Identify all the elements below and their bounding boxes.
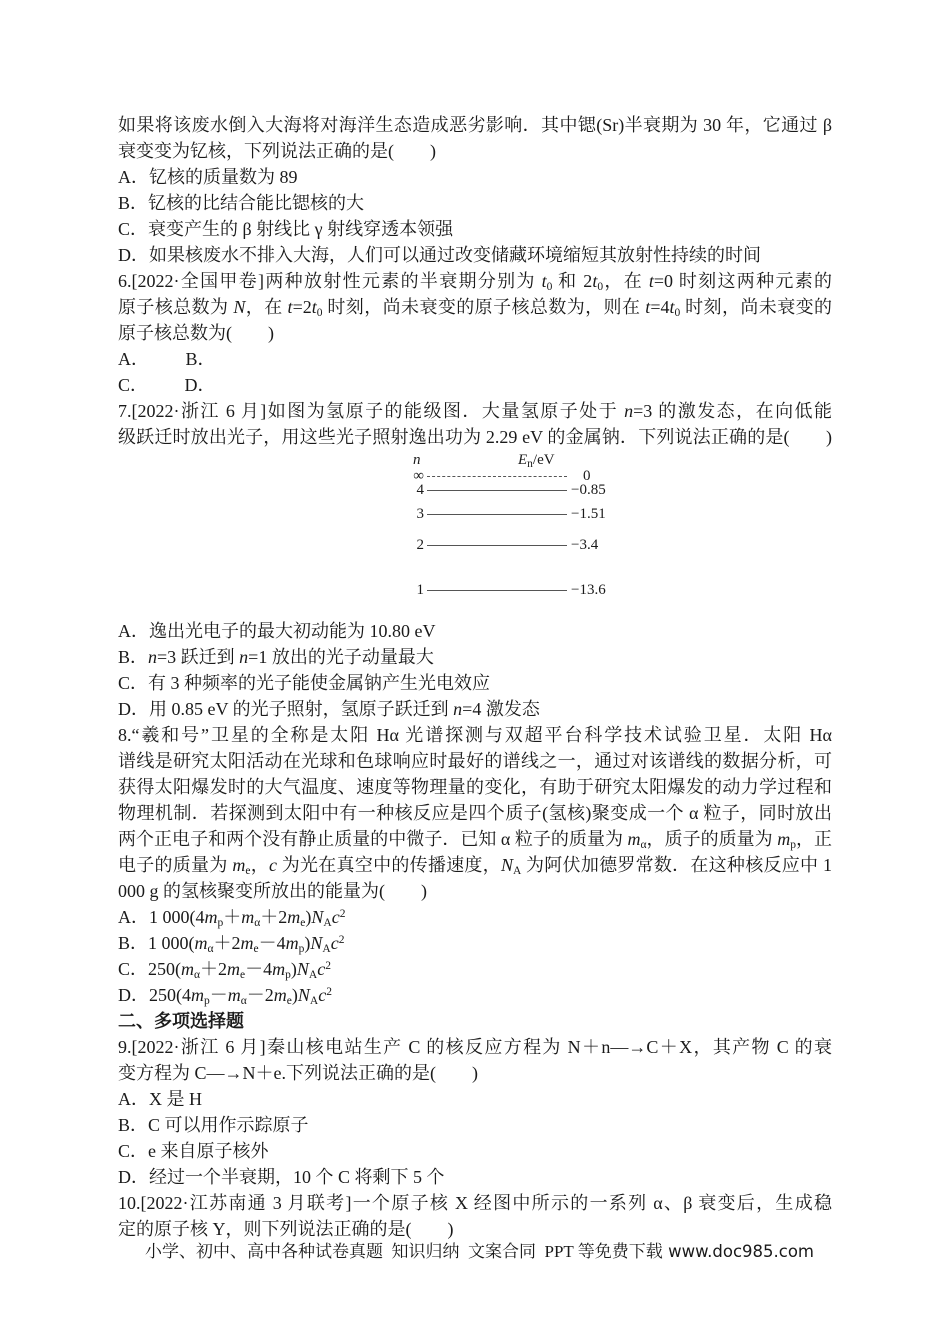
page-content xyxy=(118,112,832,1242)
q7-option-c: C．有 3 种频率的光子能使金属钠产生光电效应 xyxy=(118,673,491,693)
footer-services-text: 小学、初中、高中各种试卷真题 知识归纳 文案合同 PPT 等免费下载 xyxy=(145,1242,663,1261)
energy-level-2 xyxy=(406,537,626,553)
diagram-energy-axis-label: $E_n/eV$ xyxy=(518,452,555,470)
q8-stem-line-7: 000 g 的氢核聚变所放出的能量为( ) xyxy=(118,881,427,901)
q6-stem-line-2: 原子核总数为 N，在 $t=2t_0$ 时刻，尚未衰变的原子核总数为，则在 $t=4t_0$ 时刻，尚未衰变的 xyxy=(118,297,833,319)
q9-option-d: D．经过一个半衰期，10 个 C 将剩下 5 个 xyxy=(118,1167,445,1187)
q7-option-b: B．n=3 跃迁到 n=1 放出的光子动量最大 xyxy=(118,647,434,667)
q6-options-row-cd xyxy=(118,372,832,398)
q8-option-c: C．$250(m_\alpha+2m_e-4m_p)N_Ac^2$ xyxy=(118,959,331,981)
q5-stem-line-2: 衰变变为钇核，下列说法正确的是( ) xyxy=(118,141,436,161)
energy-level-4 xyxy=(406,482,626,498)
q5-option-b: B．钇核的比结合能比锶核的大 xyxy=(118,193,365,213)
level-line xyxy=(427,545,567,546)
footer-website-link[interactable]: www.doc985.com xyxy=(668,1242,814,1261)
q6-option-b-label: B． xyxy=(185,349,216,369)
q8-stem-line-1: 8.“羲和号”卫星的全称是太阳 Hα 光谱探测与双超平台科学技术试验卫星．太阳 Hα xyxy=(118,725,832,745)
level-line xyxy=(427,514,567,515)
energy-level-diagram xyxy=(406,450,626,618)
q7-stem-line-2: 级跃迁时放出光子，用这些光子照射逸出功为 2.29 eV 的金属钠．下列说法正确的是( ) xyxy=(118,427,832,447)
level-energy-label: −3.4 xyxy=(571,537,599,553)
q8-stem-line-3: 获得太阳爆发时的大气温度、速度等物理量的变化，有助于研究太阳爆发的动力学过程和 xyxy=(118,777,832,797)
q10-stem-line-1: 10.[2022·江苏南通 3 月联考]一个原子核 X 经图中所示的一系列 α、β 衰变后，生成稳 xyxy=(118,1193,832,1213)
q8-stem-line-6: 电子的质量为 $m_e$，c 为光在真空中的传播速度，$N_A$ 为阿伏加德罗常数．在这种核反应中 1 xyxy=(118,855,833,877)
q6-option-c-label: C． xyxy=(118,375,149,395)
q7-option-d: D．用 0.85 eV 的光子照射，氢原子跃迁到 n=4 激发态 xyxy=(118,699,540,719)
level-energy-label: −1.51 xyxy=(571,506,606,522)
q6-options-row-ab xyxy=(118,346,832,372)
level-energy-label: −13.6 xyxy=(571,582,606,598)
level-n-label: 1 xyxy=(416,582,424,598)
q7-option-a: A．逸出光电子的最大初动能为 10.80 eV xyxy=(118,621,436,641)
level-line-dashed xyxy=(427,476,567,477)
q8-stem-line-4: 物理机制．若探测到太阳中有一种核反应是四个质子(氢核)聚变成一个 α 粒子，同时放出 xyxy=(118,803,832,823)
q6-option-a-label: A． xyxy=(118,349,149,369)
level-n-label: 4 xyxy=(416,482,424,498)
q6-stem-line-3: 原子核总数为( ) xyxy=(118,323,274,343)
diagram-n-axis-label: n xyxy=(413,452,421,468)
q9-stem-line-1: 9.[2022·浙江 6 月]秦山核电站生产 C 的核反应方程为 N＋n―→C＋X，其产物 C 的衰 xyxy=(118,1037,832,1057)
q9-stem-line-2: 变方程为 C―→N＋e.下列说法正确的是( ) xyxy=(118,1063,478,1083)
energy-level-1 xyxy=(406,582,626,598)
section-2-heading: 二、多项选择题 xyxy=(118,1011,244,1031)
q7-stem-line-1: 7.[2022·浙江 6 月]如图为氢原子的能级图．大量氢原子处于 n=3 的激发态，在向低能 xyxy=(118,401,832,421)
q8-option-a: A．1 $000(4m_p+m_\alpha+2m_e)N_Ac^2$ xyxy=(118,907,346,929)
q5-option-d: D．如果核废水不排入大海，人们可以通过改变储藏环境缩短其放射性持续的时间 xyxy=(118,245,761,265)
level-line xyxy=(427,490,567,491)
level-n-label: 2 xyxy=(416,537,424,553)
energy-level-3 xyxy=(406,506,626,522)
q8-stem-line-5: 两个正电子和两个没有静止质量的中微子．已知 α 粒子的质量为 $m_\alpha$，质子的质量为 $m_p$，正 xyxy=(118,829,832,851)
page-footer xyxy=(118,1241,832,1263)
level-n-label: 3 xyxy=(416,506,424,522)
level-energy-label: −0.85 xyxy=(571,482,606,498)
q6-option-d-label: D． xyxy=(184,375,216,395)
q5-option-a: A．钇核的质量数为 89 xyxy=(118,167,298,187)
q8-stem-line-2: 谱线是研究太阳活动在光球和色球响应时最好的谱线之一，通过对该谱线的数据分析，可 xyxy=(118,751,832,771)
level-line xyxy=(427,590,567,591)
q5-stem-line-1: 如果将该废水倒入大海将对海洋生态造成恶劣影响．其中锶(Sr)半衰期为 30 年，它通过 β xyxy=(118,115,832,135)
q8-option-d: D．$250(4m_p-m_\alpha-2m_e)N_Ac^2$ xyxy=(118,985,332,1007)
q8-option-b: B．1 $000(m_\alpha+2m_e-4m_p)N_Ac^2$ xyxy=(118,933,345,955)
q10-stem-line-2: 定的原子核 Y，则下列说法正确的是( ) xyxy=(118,1219,454,1239)
level-energy-label: 0 xyxy=(583,468,591,484)
q9-option-c: C．e 来自原子核外 xyxy=(118,1141,269,1161)
q9-option-b: B．C 可以用作示踪原子 xyxy=(118,1115,309,1135)
q6-stem-line-1: 6.[2022·全国甲卷]两种放射性元素的半衰期分别为 $t_0$ 和 $2t_0$，在 t=0 时刻这两种元素的 xyxy=(118,271,833,293)
q5-option-c: C．衰变产生的 β 射线比 γ 射线穿透本领强 xyxy=(118,219,454,239)
q9-option-a: A．X 是 H xyxy=(118,1089,202,1109)
level-n-label: ∞ xyxy=(413,468,424,484)
